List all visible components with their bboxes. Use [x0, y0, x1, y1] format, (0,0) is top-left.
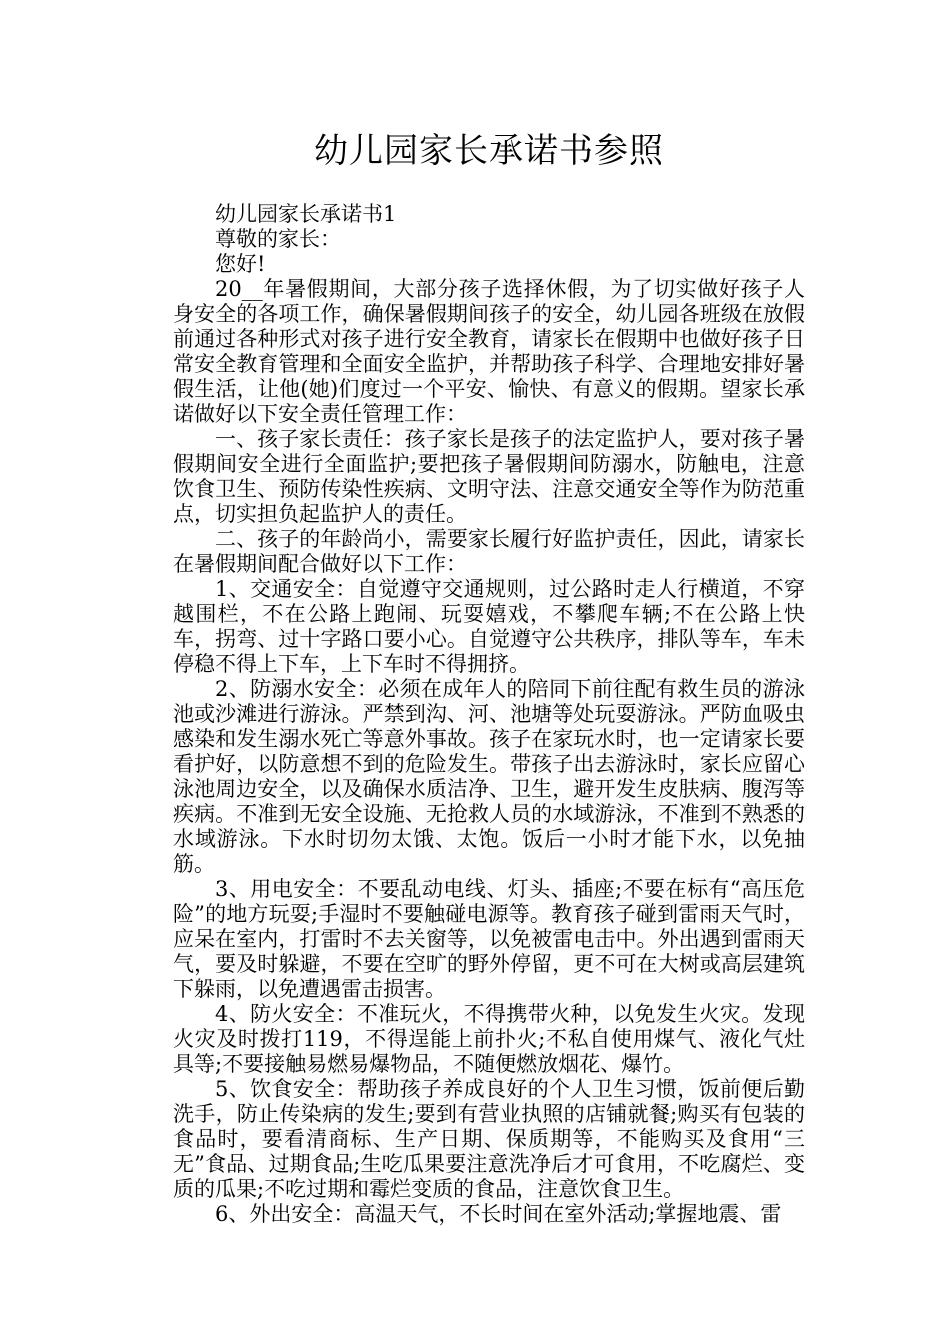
- document-body: [173, 202, 805, 1227]
- section-heading: 幼儿园家长承诺书1: [215, 202, 397, 226]
- parent-responsibility-paragraph: 一、孩子家长责任：孩子家长是孩子的法定监护人，要对孩子暑假期间安全进行全面监护;要把孩子暑假期间防溺水，防触电，注意饮食卫生、预防传染性疾病、文明守法、注意交通安全等作为防范重点，切实担负起监护人的责任。: [173, 427, 805, 526]
- fire-safety-paragraph: 4、防火安全：不准玩火，不得携带火种，以免发生火灾。发现火灾及时拨打119，不得逞能上前扑火;不私自使用煤气、液化气灶具等;不要接触易燃易爆物品，不随便燃放烟花、爆竹。: [173, 1002, 805, 1076]
- document-page: [173, 0, 805, 1227]
- document-title: 幼儿园家长承诺书参照: [314, 131, 664, 171]
- drowning-safety-paragraph: 2、防溺水安全：必须在成年人的陪同下前往配有救生员的游泳池或沙滩进行游泳。严禁到沟、河、池塘等处玩耍游泳。严防血吸虫感染和发生溺水死亡等意外事故。孩子在家玩水时，也一定请家长要看护好，以防意想不到的危险发生。带孩子出去游泳时，家长应留心泳池周边安全，以及确保水质洁净、卫生，避开发生皮肤病、腹泻等疾病。不准到无安全设施、无抢救人员的水域游泳，不准到不熟悉的水域游泳。下水时切勿太饿、太饱。饭后一小时才能下水，以免抽筋。: [173, 677, 805, 876]
- salutation: 尊敬的家长：: [215, 227, 341, 251]
- greeting: 您好!: [215, 252, 266, 276]
- food-safety-paragraph: 5、饮食安全：帮助孩子养成良好的个人卫生习惯，饭前便后勤洗手，防止传染病的发生;要到有营业执照的店铺就餐;购买有包装的食品时，要看清商标、生产日期、保质期等，不能购买及食用“三无”食品、过期食品;生吃瓜果要注意洗净后才可食用，不吃腐烂、变质的瓜果;不吃过期和霉烂变质的食品，注意饮食卫生。: [173, 1077, 805, 1201]
- outing-safety-paragraph: 6、外出安全：高温天气，不长时间在室外活动;掌握地震、雷: [215, 1202, 782, 1226]
- electric-safety-paragraph: 3、用电安全：不要乱动电线、灯头、插座;不要在标有“高压危险”的地方玩耍;手湿时不要触碰电源等。教育孩子碰到雷雨天气时，应呆在室内，打雷时不去关窗等，以免被雷电击中。外出遇到雷雨天气，要及时躲避，不要在空旷的野外停留，更不可在大树或高层建筑下躲雨，以免遭遇雷击损害。: [173, 877, 805, 1001]
- cooperation-paragraph: 二、孩子的年龄尚小，需要家长履行好监护责任，因此，请家长在暑假期间配合做好以下工作：: [173, 527, 805, 576]
- traffic-safety-paragraph: 1、交通安全：自觉遵守交通规则，过公路时走人行横道，不穿越围栏，不在公路上跑闹、玩耍嬉戏，不攀爬车辆;不在公路上快车，拐弯、过十字路口要小心。自觉遵守公共秩序，排队等车，车未停稳不得上下车，上下车时不得拥挤。: [173, 577, 805, 676]
- intro-paragraph: 20__年暑假期间，大部分孩子选择休假，为了切实做好孩子人身安全的各项工作，确保暑假期间孩子的安全，幼儿园各班级在放假前通过各种形式对孩子进行安全教育，请家长在假期中也做好孩子日常安全教育管理和全面安全监护，并帮助孩子科学、合理地安排好暑假生活，让他(她)们度过一个平安、愉快、有意义的假期。望家长承诺做好以下安全责任管理工作：: [173, 277, 805, 426]
